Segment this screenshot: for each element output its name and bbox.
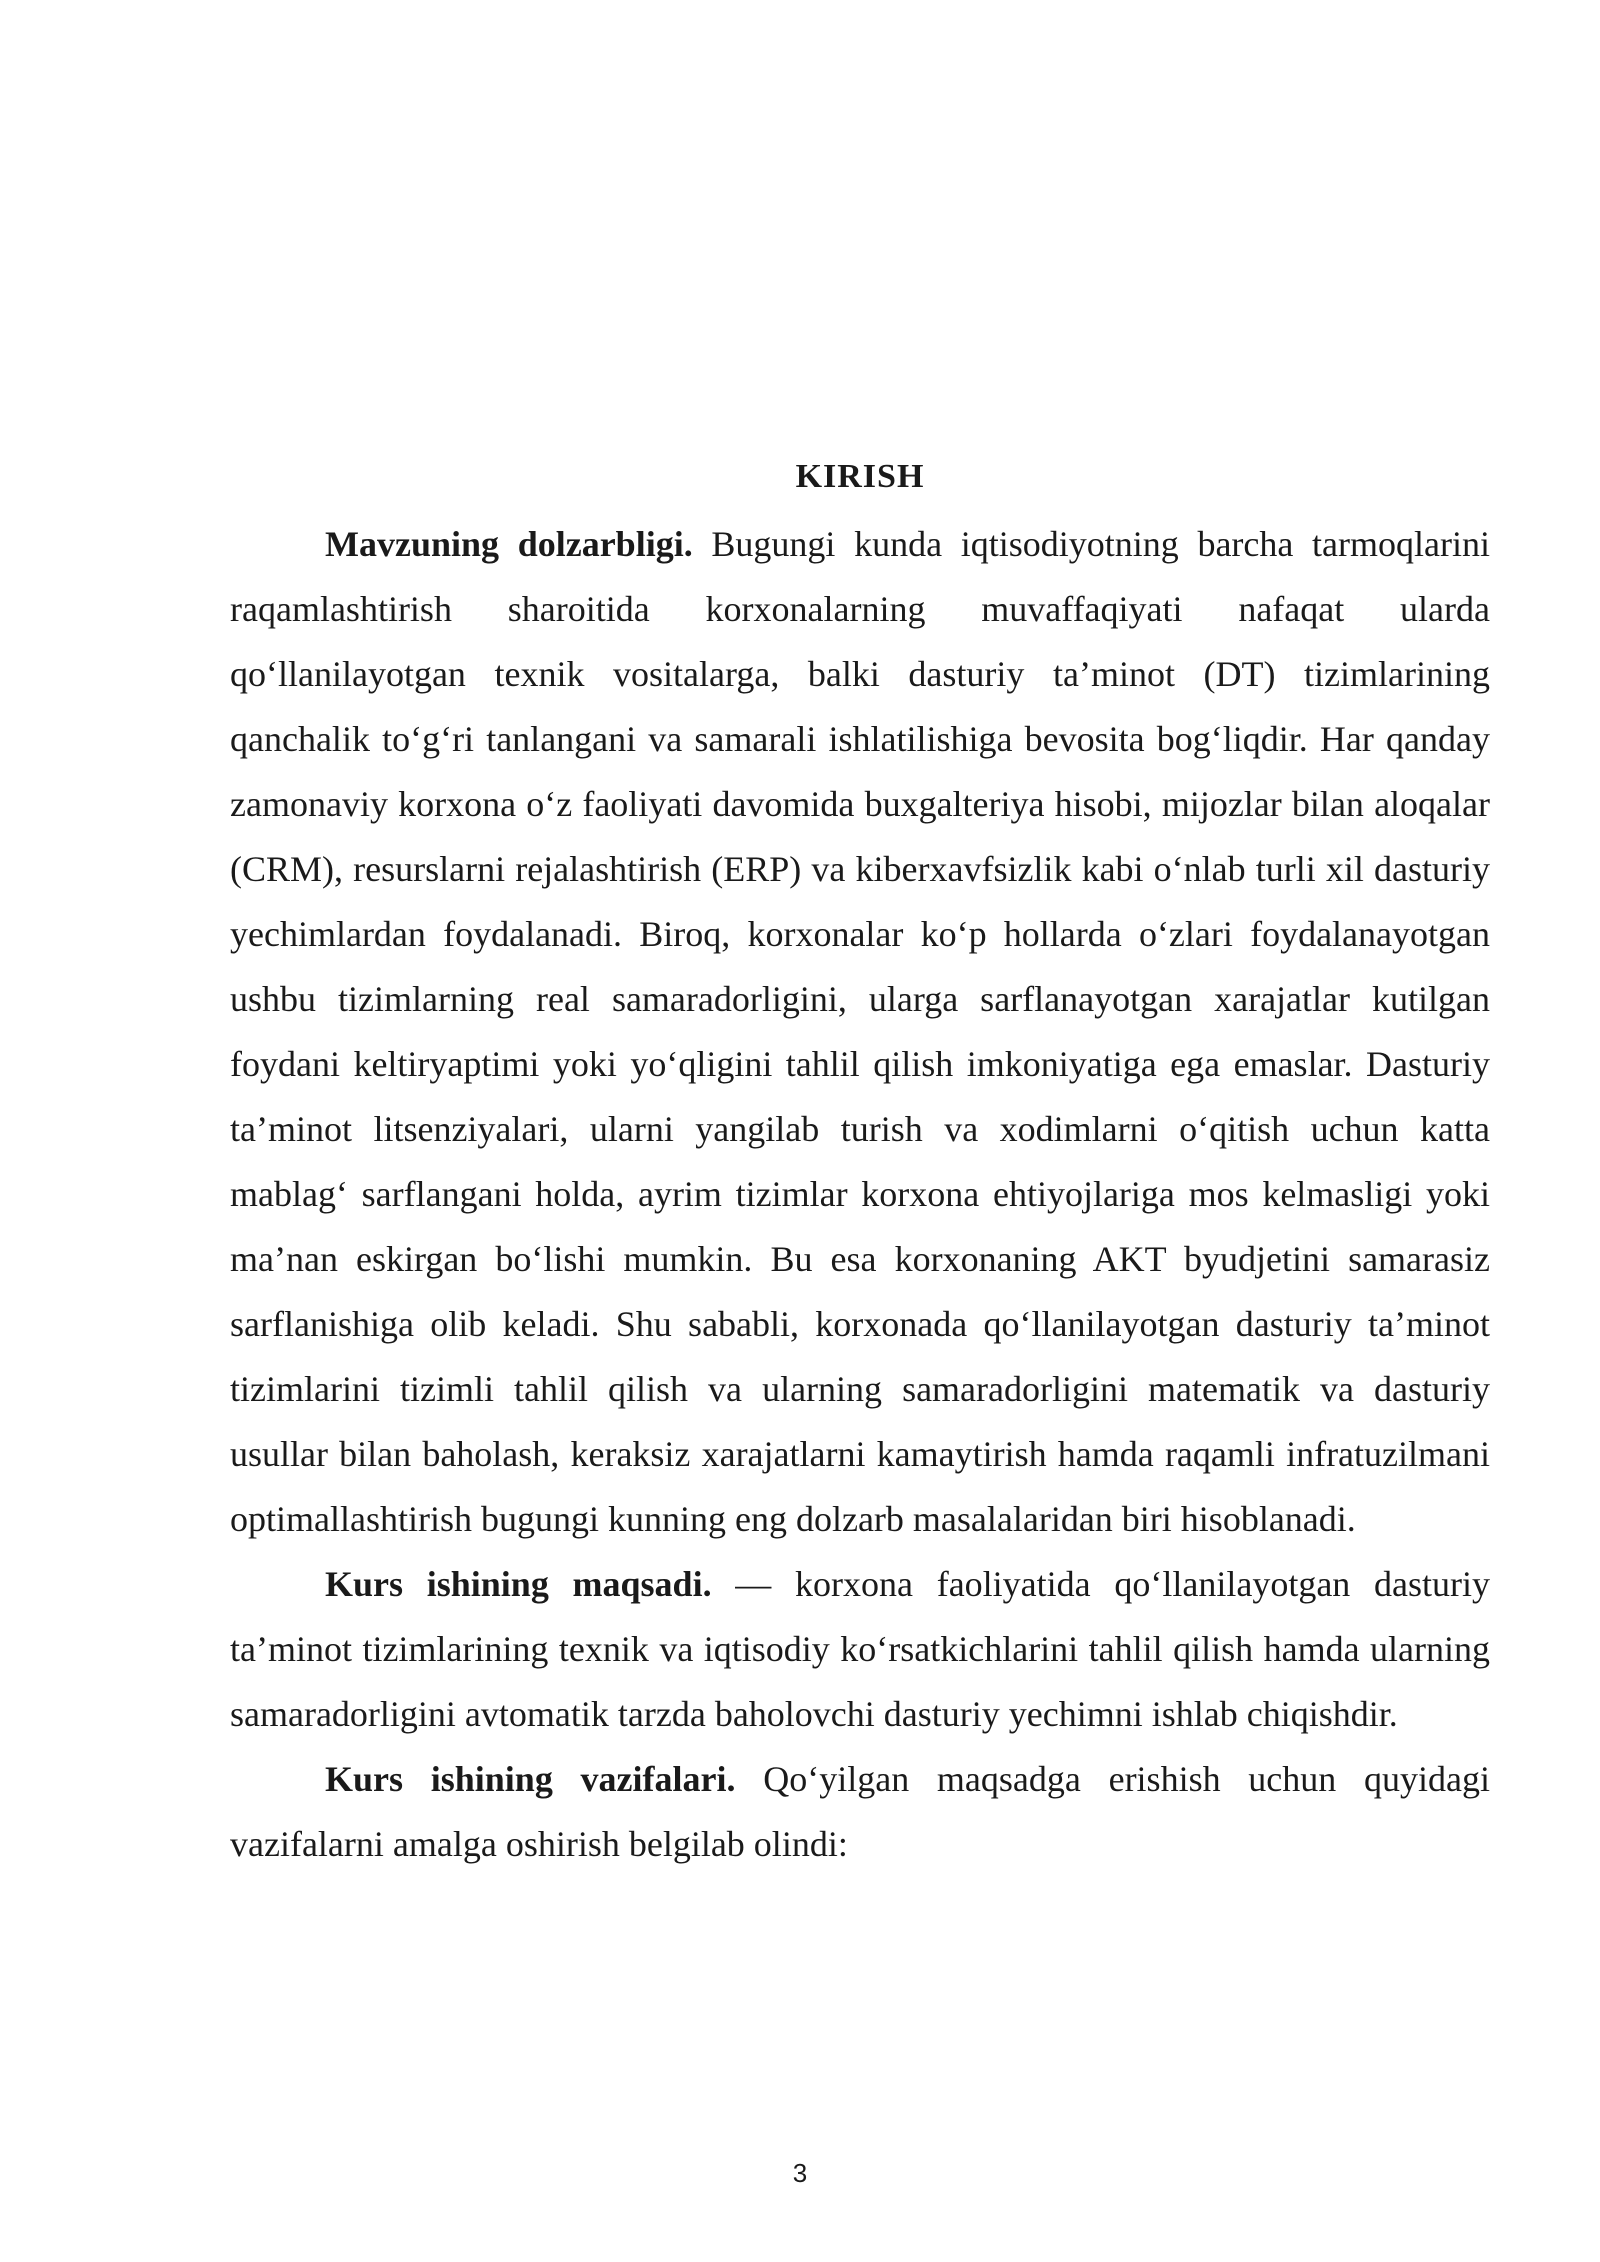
- paragraph-lead: Kurs ishining vazifalari.: [325, 1759, 736, 1799]
- section-heading: KIRISH: [795, 458, 925, 495]
- page-number: 3: [792, 2158, 808, 2188]
- paragraph-text: — korxona faoliyatida qo‘llanilayotgan dasturiy ta’minot tizimlarining texnik va iqtisodiy ko‘rsatkichlarini tahlil qilish hamda ularning samaradorligini avtomatik tarzda baholovchi dasturiy yechimni ishlab chiqishdir.: [230, 1564, 1490, 1734]
- body-text: [230, 512, 1490, 1877]
- paragraph-text: Qo‘yilgan maqsadga erishish uchun quyidagi vazifalarni amalga oshirish belgilab olindi:: [230, 1759, 1490, 1864]
- paragraph-relevance: [230, 512, 1490, 1552]
- paragraph-text: Bugungi kunda iqtisodiyotning barcha tarmoqlarini raqamlashtirish sharoitida korxonalarning muvaffaqiyati nafaqat ularda qo‘llanilayotgan texnik vositalarga, balki dasturiy ta’minot (DT) tizimlarining qanchalik to‘g‘ri tanlangani va samarali ishlatilishiga bevosita bog‘liqdir. Har qanday zamonaviy korxona o‘z faoliyati davomida buxgalteriya hisobi, mijozlar bilan aloqalar (CRM), resurslarni rejalashtirish (ERP) va kiberxavfsizlik kabi o‘nlab turli xil dasturiy yechimlardan foydalanadi. Biroq, korxonalar ko‘p hollarda o‘zlari foydalanayotgan ushbu tizimlarning real samaradorligini, ularga sarflanayotgan xarajatlar kutilgan foydani keltiryaptimi yoki yo‘qligini tahlil qilish imkoniyatiga ega emaslar. Dasturiy ta’minot litsenziyalari, ularni yangilab turish va xodimlarni o‘qitish uchun katta mablag‘ sarflangani holda, ayrim tizimlar korxona ehtiyojlariga mos kelmasligi yoki ma’nan eskirgan bo‘lishi mumkin. Bu esa korxonaning AKT byudjetini samarasiz sarflanishiga olib keladi. Shu sababli, korxonada qo‘llanilayotgan dasturiy ta’minot tizimlarini tizimli tahlil qilish va ularning samaradorligini matematik va dasturiy usullar bilan baholash, keraksiz xarajatlarni kamaytirish hamda raqamli infratuzilmani optimallashtirish bugungi kunning eng dolzarb masalalaridan biri hisoblanadi.: [230, 524, 1490, 1539]
- paragraph-tasks: [230, 1747, 1490, 1877]
- paragraph-goal: [230, 1552, 1490, 1747]
- paragraph-lead: Mavzuning dolzarbligi.: [325, 524, 693, 564]
- paragraph-lead: Kurs ishining maqsadi.: [325, 1564, 712, 1604]
